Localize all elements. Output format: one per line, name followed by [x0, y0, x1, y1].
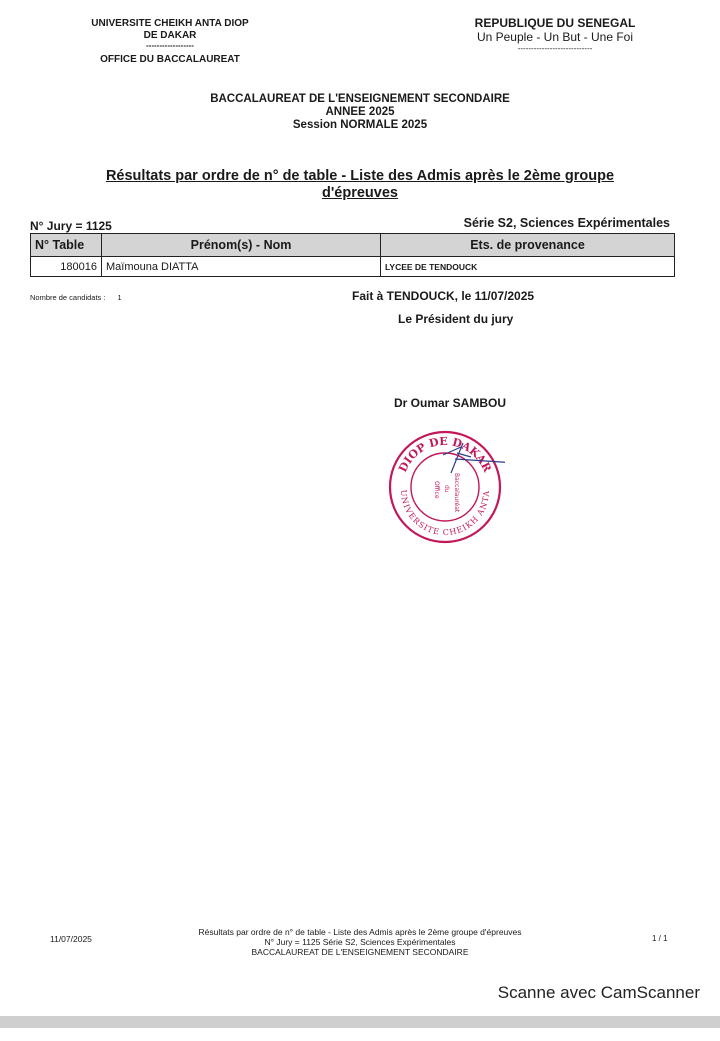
footer-line1: Résultats par ordre de n° de table - Liste des Admis après le 2ème groupe d'épreuves — [198, 927, 522, 937]
camscanner-watermark: Scanne avec CamScanner — [497, 983, 700, 1002]
header-left-block — [70, 18, 270, 66]
exam-session: Session NORMALE 2025 — [292, 119, 428, 131]
candidate-count-label: Nombre de candidats : — [30, 293, 106, 302]
col-header-name: Prénom(s) - Nom — [102, 234, 381, 257]
document-title-line2: d'épreuves — [322, 185, 398, 201]
header-left-separator: ------------------ — [146, 41, 194, 50]
header-right-block — [440, 16, 670, 54]
header-right-separator: ---------------------------- — [517, 44, 593, 53]
candidate-count-value: 1 — [117, 293, 122, 302]
signer-name: Dr Oumar SAMBOU — [394, 396, 507, 410]
stamp-inner-text-1: Office — [433, 481, 440, 499]
university-name: UNIVERSITE CHEIKH ANTA DIOP — [91, 18, 249, 29]
place-date: Fait à TENDOUCK, le 11/07/2025 — [352, 289, 535, 303]
candidate-count — [30, 293, 122, 302]
cell-table-number: 180016 — [31, 257, 102, 277]
exam-name: BACCALAUREAT DE L'ENSEIGNEMENT SECONDAIRE — [210, 93, 510, 105]
footer-line2: N° Jury = 1125 Série S2, Sciences Expérimentales — [264, 937, 456, 947]
footer-summary — [150, 927, 570, 957]
stamp-bottom-text: UNIVERSITE CHEIKH ANTA — [398, 489, 492, 538]
document-title — [40, 168, 680, 202]
col-header-school: Ets. de provenance — [381, 234, 675, 257]
serie-label: Série S2, Sciences Expérimentales — [463, 216, 670, 230]
official-stamp-icon — [385, 425, 505, 545]
university-city: DE DAKAR — [143, 30, 197, 41]
footer-line3: BACCALAUREAT DE L'ENSEIGNEMENT SECONDAIRE — [251, 947, 469, 957]
office-name: OFFICE DU BACCALAUREAT — [100, 54, 240, 65]
footer-date: 11/07/2025 — [50, 934, 92, 944]
footer-page-number: 1 / 1 — [652, 934, 668, 943]
table-row — [31, 257, 675, 277]
jury-number: N° Jury = 1125 — [30, 219, 112, 233]
country-motto: Un Peuple - Un But - Une Foi — [476, 30, 634, 44]
document-title-line1: Résultats par ordre de n° de table - Liste des Admis après le 2ème groupe — [105, 168, 615, 184]
exam-block — [0, 93, 720, 132]
scan-bottom-bar — [0, 1016, 720, 1028]
cell-school: LYCEE DE TENDOUCK — [381, 257, 675, 277]
stamp-inner-text-3: Baccalauréat — [453, 473, 460, 513]
exam-year: ANNEE 2025 — [325, 106, 395, 118]
table-header-row — [31, 234, 675, 257]
signer-role: Le Président du jury — [398, 312, 514, 326]
col-header-table-number: N° Table — [31, 234, 102, 257]
stamp-inner-text-2: du — [443, 485, 450, 493]
svg-text:DIOP DE DAKAR — [396, 435, 494, 475]
country-name: REPUBLIQUE DU SENEGAL — [474, 16, 636, 30]
cell-name: Maïmouna DIATTA — [102, 257, 381, 277]
stamp-top-text: DIOP DE DAKAR — [396, 434, 494, 475]
results-table — [30, 233, 675, 277]
